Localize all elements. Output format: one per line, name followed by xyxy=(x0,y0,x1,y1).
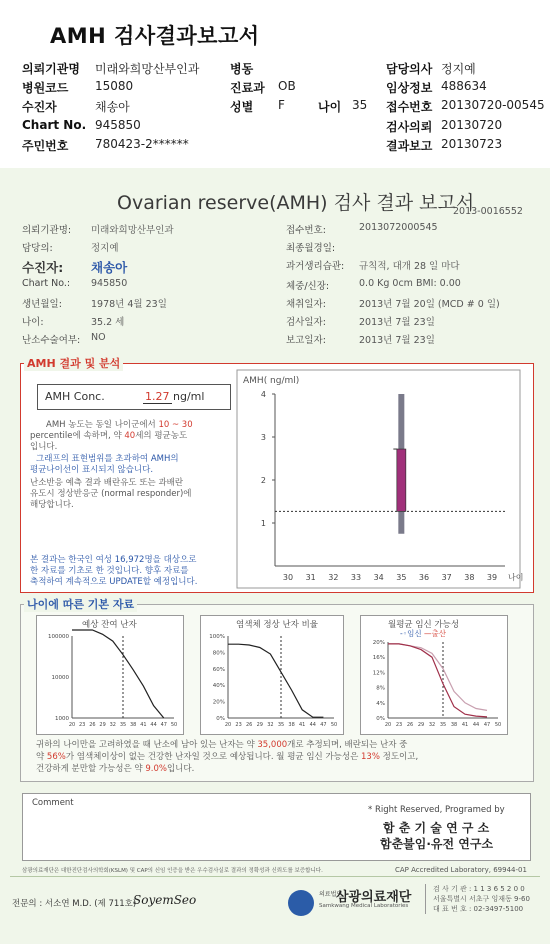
footer-separator xyxy=(425,884,426,914)
c3-series-line xyxy=(388,644,487,711)
body-label: 체중/신장: xyxy=(286,281,330,292)
c3-x-tick-label: 44 xyxy=(472,722,480,728)
institute-name-1: 함 춘 기 술 연 구 소 xyxy=(383,821,490,835)
amh-x-tick-label: 32 xyxy=(328,573,339,582)
c3-y-tick-label: 20% xyxy=(372,640,385,646)
amh-chart-title: AMH( ng/ml) xyxy=(243,376,300,386)
c3-y-tick-label: 16% xyxy=(372,655,385,662)
header-value: 15080 xyxy=(95,79,134,93)
c3-x-tick-label: 32 xyxy=(428,722,436,728)
lmp-label: 최종월경일: xyxy=(286,243,336,254)
surgery-value: NO xyxy=(91,332,106,343)
comment-box xyxy=(22,793,531,861)
amh-x-tick-label: 34 xyxy=(373,573,384,582)
c2-x-tick-label: 20 xyxy=(224,722,232,728)
amh-x-tick-label: 35 xyxy=(396,573,407,582)
hospital-label: 의뢰기관명: xyxy=(22,225,72,236)
reportdate-value: 2013년 7월 23일 xyxy=(359,335,435,346)
cap-note: CAP Accredited Laboratory, 69944-01 xyxy=(395,866,527,874)
age-value: 35.2 세 xyxy=(91,317,125,328)
header-label: 성별 xyxy=(230,100,254,114)
analysis-line-3: 입니다. xyxy=(30,442,58,452)
c3-x-tick-label: 26 xyxy=(406,722,414,728)
amh-section-title: AMH 결과 및 분석 xyxy=(24,355,123,371)
c3-y-tick-label: 0% xyxy=(376,716,385,722)
c3-y-tick-label: 12% xyxy=(372,670,385,677)
chart-value: 945850 xyxy=(91,278,128,289)
c2-x-tick-label: 44 xyxy=(309,722,316,728)
amh-x-axis-label: 나이 xyxy=(508,573,524,582)
c1-x-tick-label: 41 xyxy=(140,722,147,728)
header-label: Chart No. xyxy=(22,118,87,132)
amh-x-tick-label: 36 xyxy=(418,573,430,582)
header-value: 정지예 xyxy=(441,62,476,76)
c1-series-line xyxy=(72,630,164,718)
test-value: 2013년 7월 23일 xyxy=(359,317,435,328)
c3-x-tick-label: 29 xyxy=(417,722,425,728)
note-line-2: 한 자료를 기초로 한 것입니다. 향후 자료를 xyxy=(30,566,189,576)
c2-series-line xyxy=(228,644,323,717)
header-label: 진료과 xyxy=(230,81,265,95)
amh-x-tick-label: 37 xyxy=(441,573,452,582)
header-value: 780423-2****** xyxy=(95,137,189,151)
amh-conc-box xyxy=(37,384,231,410)
comment-label: Comment xyxy=(32,798,74,808)
c3-x-tick-label: 20 xyxy=(384,722,392,728)
c1-x-tick-label: 38 xyxy=(130,722,137,728)
doctor-value: 정지예 xyxy=(91,243,119,254)
analysis-line-2: percentile에 속하며, 약 40세의 평균농도 xyxy=(30,431,188,441)
header-age-value: 35 xyxy=(352,98,368,112)
report-number: 2013-0016552 xyxy=(453,206,523,217)
doctor-label: 담당의: xyxy=(22,243,53,254)
address-line-3: 대 표 번 호 : 02-3497-5100 xyxy=(433,905,524,913)
c3-x-tick-label: 35 xyxy=(439,722,447,728)
birth-label: 생년월일: xyxy=(22,299,62,310)
c2-y-tick-label: 20% xyxy=(212,699,225,706)
c2-y-tick-label: 60% xyxy=(212,666,225,673)
header-label: 병원코드 xyxy=(22,81,69,95)
c1-x-tick-label: 20 xyxy=(68,722,76,728)
amh-x-tick-label: 31 xyxy=(305,573,316,582)
c2-x-tick-label: 47 xyxy=(320,722,327,728)
draw-label: 채취일자: xyxy=(286,299,326,310)
amh-x-tick-label: 38 xyxy=(464,573,475,582)
header-value: 20130720 xyxy=(441,118,503,132)
analysis-line-6: 해당합니다. xyxy=(30,500,74,510)
c1-x-tick-label: 32 xyxy=(109,722,116,728)
c2-x-tick-label: 35 xyxy=(277,722,285,728)
birth-value: 1978년 4월 23일 xyxy=(91,299,167,310)
c3-x-tick-label: 41 xyxy=(461,722,469,728)
address-line-1: 검 사 기 관 : 1 1 3 6 5 2 0 0 xyxy=(433,885,525,893)
c2-x-tick-label: 38 xyxy=(288,722,295,728)
rights-text: * Right Reserved, Programed by xyxy=(368,805,505,815)
header-label: 결과보고 xyxy=(386,139,433,153)
amh-box xyxy=(397,449,406,511)
foundation-logo xyxy=(288,890,314,916)
report-title: Ovarian reserve(AMH) 검사 결과 보고서 xyxy=(117,192,475,214)
specialist: 전문의 : 서소연 M.D. (제 711호) xyxy=(12,899,137,909)
analysis-line-5: 유도시 정상반응군 (normal responder)에 xyxy=(30,489,192,499)
c1-x-tick-label: 29 xyxy=(99,722,106,728)
c3-x-tick-label: 23 xyxy=(395,722,403,728)
c1-x-tick-label: 35 xyxy=(119,722,127,728)
pregnancy-chart xyxy=(360,636,506,732)
draw-value: 2013년 7월 20일 (MCD # 0 일) xyxy=(359,299,500,310)
c1-y-tick-label: 1000 xyxy=(55,716,69,722)
age-label: 나이: xyxy=(22,317,44,328)
c1-x-tick-label: 26 xyxy=(89,722,96,728)
amh-y-tick-label: 2 xyxy=(260,476,266,485)
analysis-blue-1: 그래프의 표현범위를 초과하여 AMH의 xyxy=(36,454,179,464)
amh-chart-frame xyxy=(237,370,520,588)
header-value: F xyxy=(278,98,285,112)
header-value: 945850 xyxy=(95,118,141,132)
amh-chart xyxy=(237,370,524,588)
header-value: 20130723 xyxy=(441,137,503,151)
chart-label: Chart No.: xyxy=(22,278,71,289)
c1-y-tick-label: 10000 xyxy=(51,675,69,681)
patient-label: 수진자: xyxy=(22,260,64,275)
body-value: 0.0 Kg 0cm BMI: 0.00 xyxy=(359,278,461,289)
basic-section-title: 나이에 따른 기본 자료 xyxy=(24,596,137,612)
header-label: 주민번호 xyxy=(22,139,69,153)
c1-x-tick-label: 50 xyxy=(170,722,178,728)
cycle-value: 규칙적, 대개 28 일 마다 xyxy=(359,261,460,272)
c2-x-tick-label: 29 xyxy=(256,722,263,728)
normal-egg-chart xyxy=(200,628,342,732)
amh-y-tick-label: 1 xyxy=(260,519,266,528)
header-label: 검사의뢰 xyxy=(386,120,433,134)
chart3-title: 월평균 임신 가능성 xyxy=(388,620,460,630)
header-label: 의뢰기관명 xyxy=(22,62,80,76)
c2-x-tick-label: 23 xyxy=(235,722,242,728)
header-label: 병동 xyxy=(230,62,254,76)
chart1-title: 예상 잔여 난자 xyxy=(82,620,137,630)
analysis-line-1: AMH 농도는 동일 나이군에서 10 ~ 30 xyxy=(46,420,193,430)
page-title: AMH 검사결과보고서 xyxy=(50,24,260,48)
header-value: 488634 xyxy=(441,79,487,93)
signature: SoyemSeo xyxy=(133,893,197,907)
header-value: OB xyxy=(278,79,296,93)
amh-unit: ng/ml xyxy=(173,390,205,403)
institute-name-2: 함춘불임·유전 연구소 xyxy=(380,837,494,851)
header-value: 20130720-00545 xyxy=(441,98,545,112)
foundation-en: Samkwang Medical Laboratories xyxy=(319,903,409,909)
c3-x-tick-label: 47 xyxy=(483,722,491,728)
amh-x-tick-label: 30 xyxy=(282,573,294,582)
c1-y-tick-label: 100000 xyxy=(48,634,69,640)
patient-value: 채송아 xyxy=(91,260,128,275)
c2-x-tick-label: 50 xyxy=(330,722,338,728)
amh-x-tick-label: 39 xyxy=(486,573,498,582)
footer-divider xyxy=(10,876,540,877)
header-label: 수진자 xyxy=(22,100,57,114)
c3-y-tick-label: 8% xyxy=(376,685,385,692)
c3-x-tick-label: 38 xyxy=(450,722,458,728)
c2-y-tick-label: 40% xyxy=(212,683,225,690)
c1-x-tick-label: 47 xyxy=(160,722,167,728)
summary-line-2: 약 56%가 염색체이상이 없는 건강한 난자일 것으로 예상됩니다. 월 평균 임신 가능성은 13% 정도이고, xyxy=(36,752,419,762)
header-value: 채송아 xyxy=(95,100,130,114)
chart2-title: 염색체 정상 난자 비율 xyxy=(236,620,319,630)
cert-note: 삼광의료재단은 대한진단검사의학회(KSLM) 및 CAP의 신임 인증을 받은 우수검사실로 결과의 정확성과 신뢰도를 보증합니다. xyxy=(22,868,323,874)
c3-x-tick-label: 50 xyxy=(494,722,502,728)
test-label: 검사일자: xyxy=(286,317,326,328)
c2-y-tick-label: 80% xyxy=(212,650,225,657)
header-age-label: 나이 xyxy=(318,100,342,114)
chart3-legend: -◦임신 —출산 xyxy=(400,629,447,638)
amh-y-tick-label: 4 xyxy=(260,390,266,399)
foundation-small: 의료법인 xyxy=(319,891,343,898)
header-label: 접수번호 xyxy=(386,100,433,114)
cycle-label: 과거생리습관: xyxy=(286,261,345,272)
header-value: 미래와희망산부인과 xyxy=(95,62,200,76)
header-label: 임상정보 xyxy=(386,81,433,95)
summary-line-3: 건강하게 분만할 가능성은 약 9.0%입니다. xyxy=(36,764,195,774)
amh-x-tick-label: 33 xyxy=(350,573,362,582)
summary-line-1: 귀하의 나이만을 고려하였을 때 난소에 남아 있는 난자는 약 35,000개로 추정되며, 배란되는 난자 중 xyxy=(36,740,408,750)
amh-conc-value: 1.27 xyxy=(145,390,170,403)
header-label: 담당의사 xyxy=(386,62,433,76)
analysis-blue-2: 평균나이선이 표시되지 않습니다. xyxy=(30,465,154,475)
receipt-value: 2013072000545 xyxy=(359,222,438,233)
amh-y-tick-label: 3 xyxy=(260,433,266,442)
c3-y-tick-label: 4% xyxy=(376,700,385,707)
surgery-label: 난소수술여부: xyxy=(22,335,81,346)
c1-x-tick-label: 44 xyxy=(150,722,157,728)
c2-x-tick-label: 32 xyxy=(267,722,274,728)
c2-y-tick-label: 100% xyxy=(209,634,225,640)
c2-x-tick-label: 41 xyxy=(299,722,306,728)
reportdate-label: 보고일자: xyxy=(286,335,326,346)
analysis-line-4: 난소반응 예측 결과 배란유도 또는 과배란 xyxy=(30,478,184,488)
c2-x-tick-label: 26 xyxy=(246,722,253,728)
address-line-2: 서울특별시 서초구 잉재동 9-60 xyxy=(433,895,530,903)
hospital-value: 미래와희망산부인과 xyxy=(91,225,174,236)
amh-conc-label: AMH Conc. xyxy=(45,390,105,403)
receipt-label: 접수번호: xyxy=(286,225,326,236)
c2-y-tick-label: 0% xyxy=(216,716,225,722)
note-line-3: 축적하여 계속적으로 UPDATE할 예정입니다. xyxy=(30,577,198,587)
remaining-eggs-chart xyxy=(36,628,182,732)
c1-x-tick-label: 23 xyxy=(79,722,86,728)
foundation-name: 삼광의료재단 xyxy=(336,890,412,905)
note-line-1: 본 결과는 한국인 여성 16,972명을 대상으로 xyxy=(30,555,197,565)
